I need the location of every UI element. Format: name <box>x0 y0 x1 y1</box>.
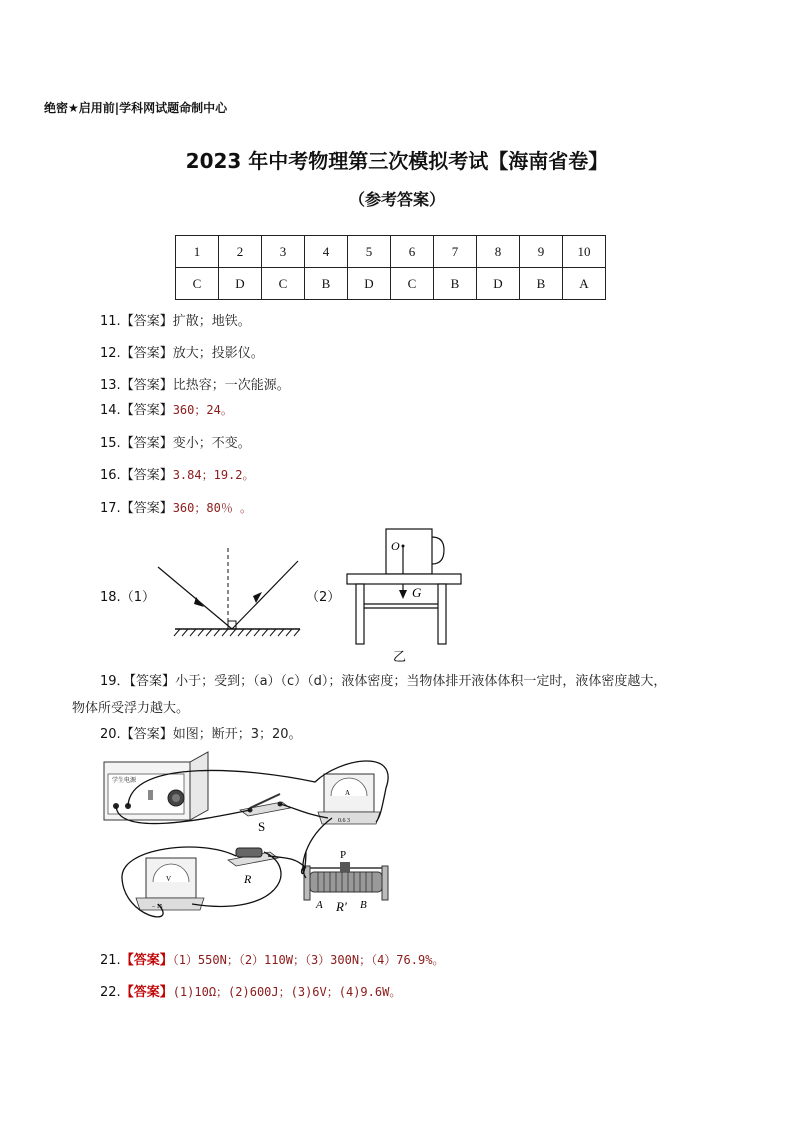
table-cell: B <box>305 268 348 300</box>
multiple-choice-answer-table <box>175 235 606 300</box>
answer-label: 【答案】 <box>120 953 173 968</box>
slider-label: P <box>340 849 347 861</box>
table-row-numbers <box>176 236 606 268</box>
question-number: 19． <box>100 674 130 689</box>
table-leg <box>438 584 446 644</box>
table-cell: D <box>477 268 520 300</box>
answer-text: 360；80％ 。 <box>172 501 253 515</box>
table-cell: D <box>348 268 391 300</box>
ammeter-label: A <box>345 789 351 797</box>
table-cell: D <box>219 268 262 300</box>
reflected-ray <box>232 561 298 629</box>
arrow-head <box>399 590 407 599</box>
answer-line-22 <box>100 981 401 1000</box>
answer-line-13 <box>100 374 290 393</box>
answer-text: 变小；不变。 <box>172 436 251 451</box>
switch-label: S <box>258 819 266 834</box>
answer-label: 【答案】 <box>120 468 173 483</box>
voltmeter <box>136 858 204 910</box>
answer-text: (1)10Ω；(2)600J；(3)6V；(4)9.6W。 <box>172 985 402 999</box>
terminal-a-label: A <box>316 899 323 911</box>
table-cell: 10 <box>563 236 606 268</box>
table-cell: 6 <box>391 236 434 268</box>
switch <box>240 794 290 834</box>
answer-label: 【答案】 <box>120 727 173 742</box>
power-supply <box>104 752 208 820</box>
answer-text: 3.84；19.2。 <box>172 468 255 482</box>
answer-line-20 <box>100 723 302 742</box>
table-cell: 8 <box>477 236 520 268</box>
answer-label: 【答案】 <box>120 403 173 418</box>
terminal-b-label: B <box>360 899 367 911</box>
table-cell: 2 <box>219 236 262 268</box>
question-number: 17. <box>100 501 121 516</box>
part-label: （1） <box>120 590 155 605</box>
table-cell: B <box>520 268 563 300</box>
question-number: 14. <box>100 403 121 418</box>
table-cell: 4 <box>305 236 348 268</box>
question-number: 13. <box>100 378 121 393</box>
answer-text: 小于；受到；（a）（c）（d）；液体密度；当物体排开液体体积一定时，液体密度越大， <box>175 674 667 689</box>
rheostat-label: R′ <box>336 899 347 914</box>
table-cell: 9 <box>520 236 563 268</box>
question-number: 12. <box>100 346 121 361</box>
answer-line-16 <box>100 464 255 483</box>
part-label-2: （2） <box>306 590 341 605</box>
table-cell: A <box>563 268 606 300</box>
voltmeter-scale: – 15 <box>152 904 163 910</box>
answer-line-11 <box>100 310 251 329</box>
circuit-diagram <box>100 748 400 918</box>
table-cell: 3 <box>262 236 305 268</box>
table-cell: C <box>262 268 305 300</box>
answer-line-19-cont <box>72 697 189 716</box>
answer-text: 放大；投影仪。 <box>172 346 264 361</box>
incident-ray <box>158 567 232 629</box>
question-number: 21. <box>100 953 121 968</box>
table-leg <box>356 584 364 644</box>
page-title: 2023 年中考物理第三次模拟考试【海南省卷】 <box>185 149 609 173</box>
question-number: 20. <box>100 727 121 742</box>
table-top <box>347 574 461 584</box>
table-cell: B <box>434 268 477 300</box>
answer-line-12 <box>100 342 264 361</box>
answer-line-15 <box>100 432 251 451</box>
table-cell: 5 <box>348 236 391 268</box>
confidential-header: 绝密★启用前|学科网试题命制中心 <box>44 101 228 115</box>
resistor-label: R <box>244 872 252 886</box>
diagram-caption: 乙 <box>393 649 407 664</box>
answer-label: 【答案】 <box>129 674 176 689</box>
reflection-diagram <box>150 540 310 640</box>
right-angle-mark <box>228 621 236 629</box>
answer-label: 【答案】 <box>120 314 173 329</box>
answer-line-21 <box>100 949 444 968</box>
answer-label: 【答案】 <box>120 985 173 1000</box>
power-supply-label: 学生电源 <box>112 778 137 784</box>
answer-line-19 <box>100 670 666 689</box>
ammeter <box>318 774 380 824</box>
answer-label: 【答案】 <box>120 436 173 451</box>
answer-text: 物体所受浮力越大。 <box>72 701 190 716</box>
table-cell: C <box>391 268 434 300</box>
table-cell: 7 <box>434 236 477 268</box>
table-row-answers <box>176 268 606 300</box>
arrow-head <box>253 592 262 603</box>
answer-label: 【答案】 <box>120 501 173 516</box>
rheostat <box>304 849 388 914</box>
question-number: 11. <box>100 314 121 329</box>
question-number: 15. <box>100 436 121 451</box>
answer-label: 【答案】 <box>120 378 173 393</box>
answer-label: 【答案】 <box>120 346 173 361</box>
answer-text: 扩散；地铁。 <box>172 314 251 329</box>
table-cell: 1 <box>176 236 219 268</box>
answer-line-14 <box>100 399 233 418</box>
answer-line-18 <box>100 586 155 605</box>
cup-handle <box>432 537 444 564</box>
question-number: 22. <box>100 985 121 1000</box>
question-number: 16. <box>100 468 121 483</box>
mirror-hatching <box>174 629 300 636</box>
page-subtitle: （参考答案） <box>348 190 445 209</box>
answer-text: 比热容；一次能源。 <box>172 378 290 393</box>
cup-on-table-diagram <box>340 524 470 664</box>
answer-text: （1）550N；（2）110W；（3）300N；（4）76.9%。 <box>172 953 445 967</box>
question-number: 18. <box>100 590 121 605</box>
fixed-resistor <box>228 848 278 886</box>
point-o-label: O <box>391 539 400 553</box>
ammeter-scale: 0.6 3 <box>338 818 350 824</box>
answer-text: 如图；断开；3；20。 <box>172 727 302 742</box>
answer-text: 360；24。 <box>172 403 233 417</box>
gravity-label: G <box>412 585 422 600</box>
answer-line-17 <box>100 497 252 516</box>
voltmeter-label: V <box>166 875 172 883</box>
table-cell: C <box>176 268 219 300</box>
